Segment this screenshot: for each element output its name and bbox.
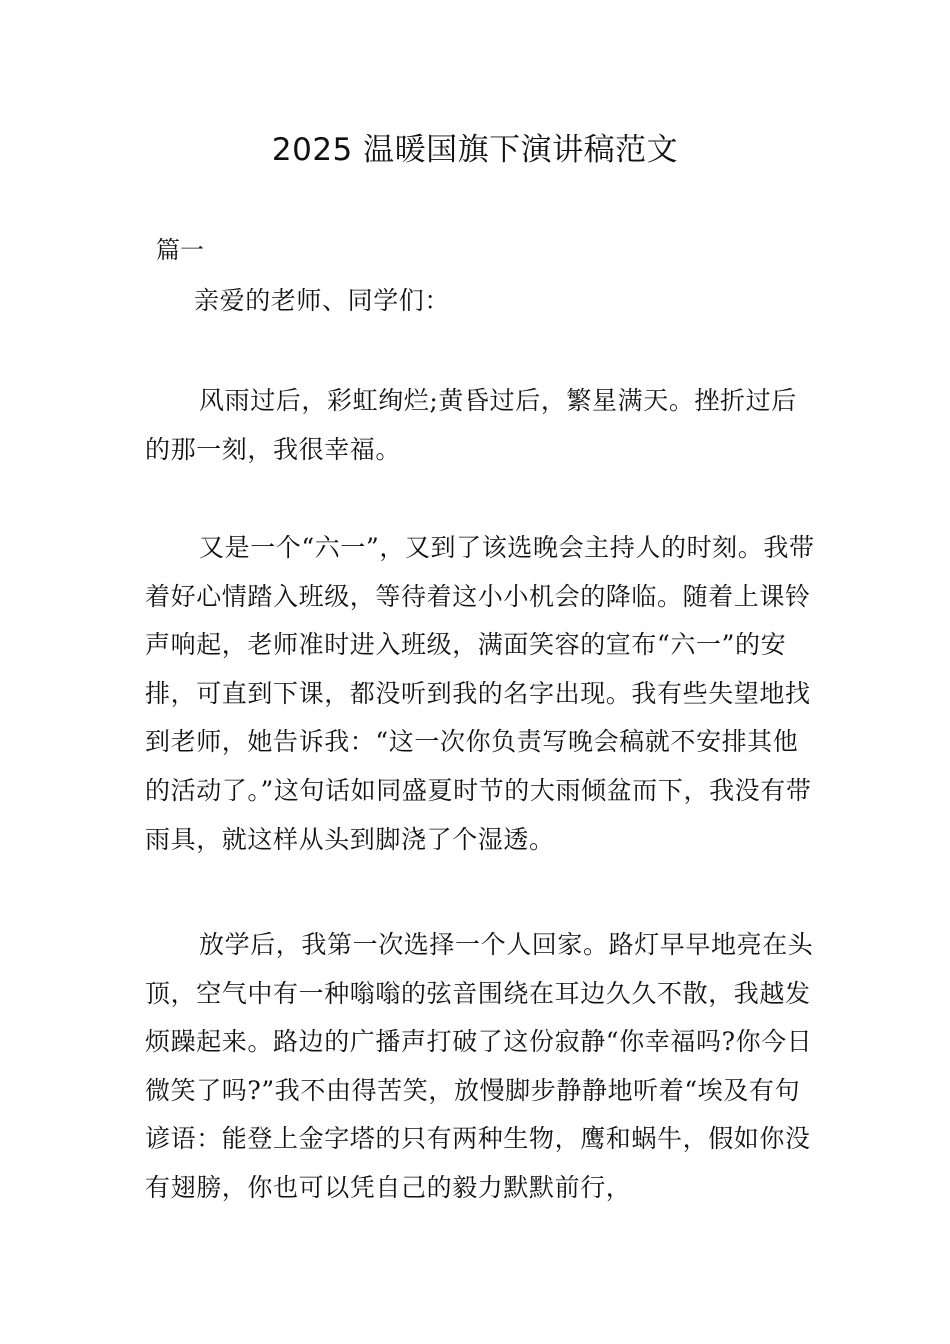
paragraph: 又是一个“六一”，又到了该选晚会主持人的时刻。我带着好心情踏入班级，等待着这小小机会的降临。随着上课铃声响起，老师准时进入班级，满面笑容的宣布“六一”的安排，可直到下课，都没听到我的名字出现。我有些失望地找到老师，她告诉我：“这一次你负责写晚会稿就不安排其他的活动了。”这句话如同盛夏时节的大雨倾盆而下，我没有带雨具，就这样从头到脚浇了个湿透。 (145, 533, 815, 854)
greeting-line: 亲爱的老师、同学们： (194, 286, 451, 315)
paragraph: 放学后，我第一次选择一个人回家。路灯早早地亮在头顶，空气中有一种嗡嗡的弦音围绕在耳边久久不散，我越发烦躁起来。路边的广播声打破了这份寂静“你幸福吗?你今日微笑了吗?”我不由得苦笑，放慢脚步静静地听着“埃及有句谚语：能登上金字塔的只有两种生物，鹰和蜗牛，假如你没有翅膀，你也可以凭自己的毅力默默前行， (145, 930, 814, 1202)
document-title: 2025 温暖国旗下演讲稿范文 (271, 132, 679, 168)
section-label: 篇一 (156, 236, 204, 264)
paragraph: 风雨过后，彩虹绚烂;黄昏过后，繁星满天。挫折过后的那一刻，我很幸福。 (145, 386, 797, 464)
